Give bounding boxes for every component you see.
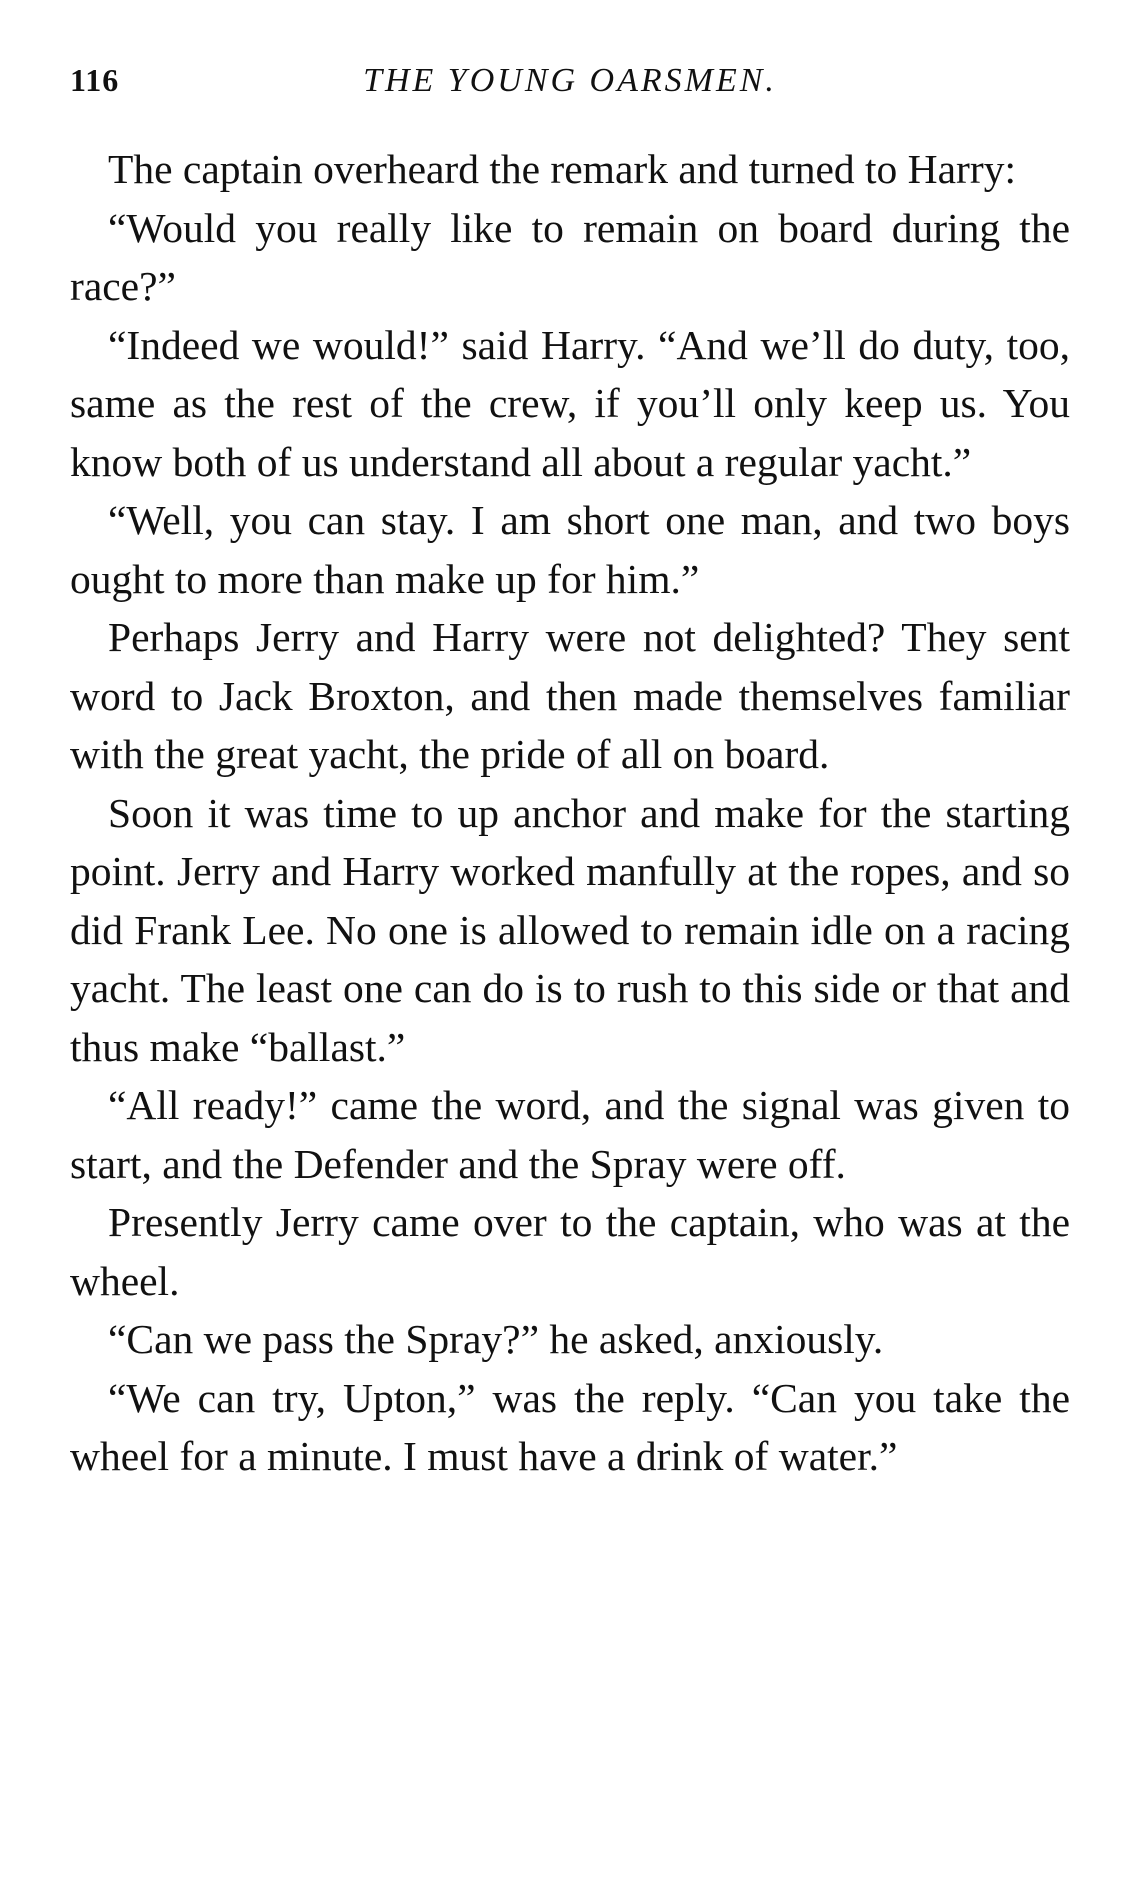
paragraph: “Well, you can stay. I am short one man, and two boys ought to more than make up for him.” [70,497,1070,602]
paragraph: “All ready!” came the word, and the signal was given to start, and the Defender and the Spray were off. [70,1082,1070,1187]
paragraph: Soon it was time to up anchor and make for the starting point. Jerry and Harry worked manfully at the ropes, and so did Frank Lee. No one is allowed to remain idle on a racing yacht. The least one can do is to rush to this side or that and thus make “ballast.” [70,789,1070,1070]
paragraph: The captain overheard the remark and turned to Harry: [108,146,1016,192]
paragraph: “Can we pass the Spray?” he asked, anxiously. [108,1316,884,1362]
paragraph: “Would you really like to remain on board during the race?” [70,204,1070,309]
paragraph: “Indeed we would!” said Harry. “And we’ll do duty, too, same as the rest of the crew, if you’ll only keep us. You know both of us understand all about a regular yacht.” [70,321,1070,485]
running-head [70,50,1070,106]
text-body [70,140,1070,1486]
book-title: THE YOUNG OARSMEN. [363,62,777,99]
paragraph: Perhaps Jerry and Harry were not delighted? They sent word to Jack Broxton, and then made themselves familiar with the great yacht, the pride of all on board. [70,614,1070,777]
page-number: 116 [70,62,120,98]
paragraph: Presently Jerry came over to the captain, who was at the wheel. [70,1199,1070,1304]
paragraph: “We can try, Upton,” was the reply. “Can you take the wheel for a minute. I must have a drink of water.” [70,1374,1070,1479]
book-page [70,50,1070,1486]
